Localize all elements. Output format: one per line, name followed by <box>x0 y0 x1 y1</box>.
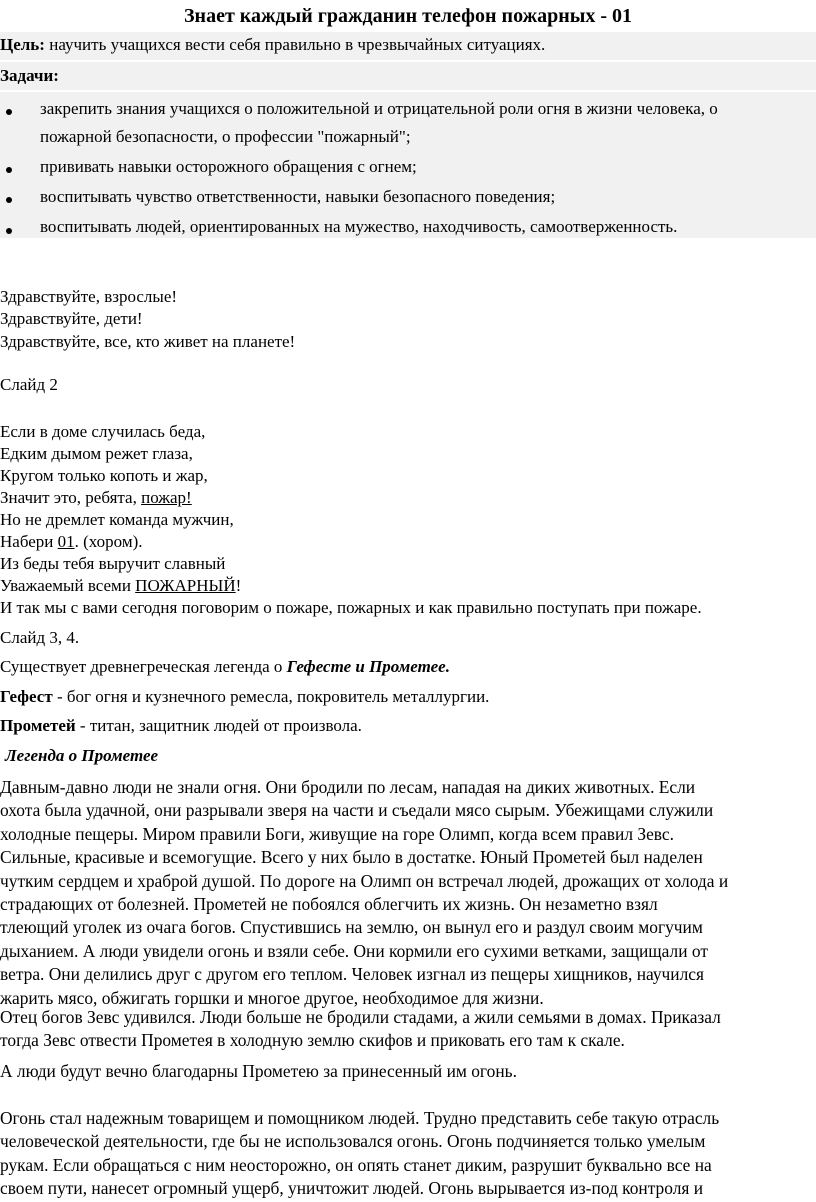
poem-line-1: Если в доме случилась беда, <box>0 422 206 441</box>
prometheus-line <box>0 716 362 736</box>
legend-intro-names: Гефесте и Прометее. <box>286 657 450 676</box>
poem-phone-number: 01 <box>57 532 75 551</box>
poem-line-5: Но не дремлет команда мужчин, <box>0 510 234 529</box>
poem-line-2: Едким дымом режет глаза, <box>0 444 193 463</box>
paragraph-line: дыханием. А люди увидели огонь и взяли себе. Они кормили его сухими ветками, защищали от <box>0 940 708 961</box>
slide-2-label: Слайд 2 <box>0 375 58 394</box>
paragraph-line: охота была удачной, они разрывали зверя на части и съедали мясо сырым. Убежищами служили <box>0 800 714 821</box>
poem-line-8-text: Уважаемый всеми <box>0 576 136 595</box>
poem-line-6-end: . (хором). <box>74 532 143 551</box>
goal-label: Цель: <box>0 35 45 54</box>
greeting-everyone: Здравствуйте, все, кто живет на планете! <box>0 332 296 351</box>
bullet-icon <box>6 167 12 173</box>
hephaestus-line <box>0 687 489 707</box>
task-item-4: воспитывать людей, ориентированных на мужество, находчивость, самоотверженность. <box>40 217 678 236</box>
legend-paragraph-3 <box>0 1060 816 1083</box>
paragraph-line: Огонь стал надежным товарищем и помощником людей. Трудно представить себе такую отрасль <box>0 1108 720 1128</box>
paragraph-line: Сильные, красивые и всемогущие. Всего у них было в достатке. Юный Прометей был наделен <box>0 847 703 868</box>
hephaestus-name: Гефест <box>0 687 53 706</box>
task-item-2: прививать навыки осторожного обращения с огнем; <box>40 157 417 176</box>
paragraph-line: своем пути, нанесет огромный ущерб, уничтожит людей. Огонь вырывается из-под контроля и <box>0 1178 704 1199</box>
poem-line-4-text: Значит это, ребята, <box>0 488 142 507</box>
slide-3-4-label: Слайд 3, 4. <box>0 628 80 647</box>
intro-line: И так мы с вами сегодня поговорим о пожаре, пожарных и как правильно поступать при пожаре. <box>0 598 702 617</box>
poem-line-6-text: Набери <box>0 532 58 551</box>
goal-line <box>0 35 545 55</box>
paragraph-line: рукам. Если обращаться с ним неосторожно, он опять станет диким, разрушит буквально все на <box>0 1154 712 1175</box>
paragraph-line: А люди будут вечно благодарны Прометею за принесенный им огонь. <box>0 1061 517 1081</box>
prometheus-text: - титан, защитник людей от произвола. <box>75 716 362 735</box>
task-item-1-line-2: пожарной безопасности, о профессии "пожарный"; <box>40 127 411 146</box>
task-item-3: воспитывать чувство ответственности, навыки безопасного поведения; <box>40 187 556 206</box>
paragraph-line: человеческой деятельности, где бы не использовался огонь. Огонь подчиняется только умелым <box>0 1131 706 1152</box>
poem-line-8-end: ! <box>235 576 242 595</box>
legend-paragraph-2 <box>0 1006 816 1053</box>
poem-line-8 <box>0 576 241 596</box>
greeting-children: Здравствуйте, дети! <box>0 309 143 328</box>
legend-paragraph-1 <box>0 776 816 1010</box>
paragraph-line: страдающих от болезней. Прометей не побоялся облегчить их жизнь. Он незаметно взял <box>0 894 658 915</box>
document-title: Знает каждый гражданин телефон пожарных - 01 <box>183 5 632 27</box>
paragraph-line: Давным-давно люди не знали огня. Они бродили по лесам, нападая на диких животных. Если <box>0 777 696 797</box>
prometheus-name: Прометей <box>0 716 76 735</box>
paragraph-line: тогда Зевс отвести Прометея в холодную землю скифов и приковать его там к скале. <box>0 1030 625 1051</box>
paragraph-line: тлеющий уголек из очага богов. Спустившись на землю, он вынул его и раздул своим могучим <box>0 917 703 938</box>
hephaestus-text: - бог огня и кузнечного ремесла, покровитель металлургии. <box>52 687 490 706</box>
bullet-icon <box>6 197 12 203</box>
fire-paragraph <box>0 1107 816 1201</box>
legend-intro <box>0 657 450 677</box>
tasks-label-background <box>0 62 816 90</box>
paragraph-line: Отец богов Зевс удивился. Люди больше не бродили стадами, а жили семьями в домах. Приказал <box>0 1007 721 1027</box>
paragraph-line: жарить мясо, обжигать горшки и многое другое, необходимое для жизни. <box>0 987 544 1008</box>
bullet-icon <box>6 228 12 234</box>
tasks-label: Задачи: <box>0 66 59 85</box>
paragraph-line: ветра. Они делились друг с другом его теплом. Человек изгнал из пещеры хищников, научился <box>0 964 704 985</box>
legend-intro-text: Существует древнегреческая легенда о <box>0 657 287 676</box>
paragraph-line: чутким сердцем и храброй душой. По дороге на Олимп он встречал людей, дрожащих от холода и <box>0 870 729 891</box>
poem-fire-link: пожар! <box>141 488 192 507</box>
paragraph-line: холодные пещеры. Миром правили Боги, живущие на горе Олимп, когда всем правил Зевс. <box>0 823 674 844</box>
poem-line-6 <box>0 532 143 552</box>
legend-title: Легенда о Прометее <box>5 746 159 765</box>
poem-line-3: Кругом только копоть и жар, <box>0 466 208 485</box>
goal-text: научить учащихся вести себя правильно в чрезвычайных ситуациях. <box>44 35 546 54</box>
poem-line-4 <box>0 488 192 508</box>
poem-firefighter-word: ПОЖАРНЫЙ <box>135 576 236 595</box>
bullet-icon <box>6 109 12 115</box>
poem-line-7: Из беды тебя выручит славный <box>0 554 226 573</box>
task-item-1-line-1: закрепить знания учащихся о положительной и отрицательной роли огня в жизни человека, о <box>40 99 718 118</box>
greeting-adults: Здравствуйте, взрослые! <box>0 287 178 306</box>
